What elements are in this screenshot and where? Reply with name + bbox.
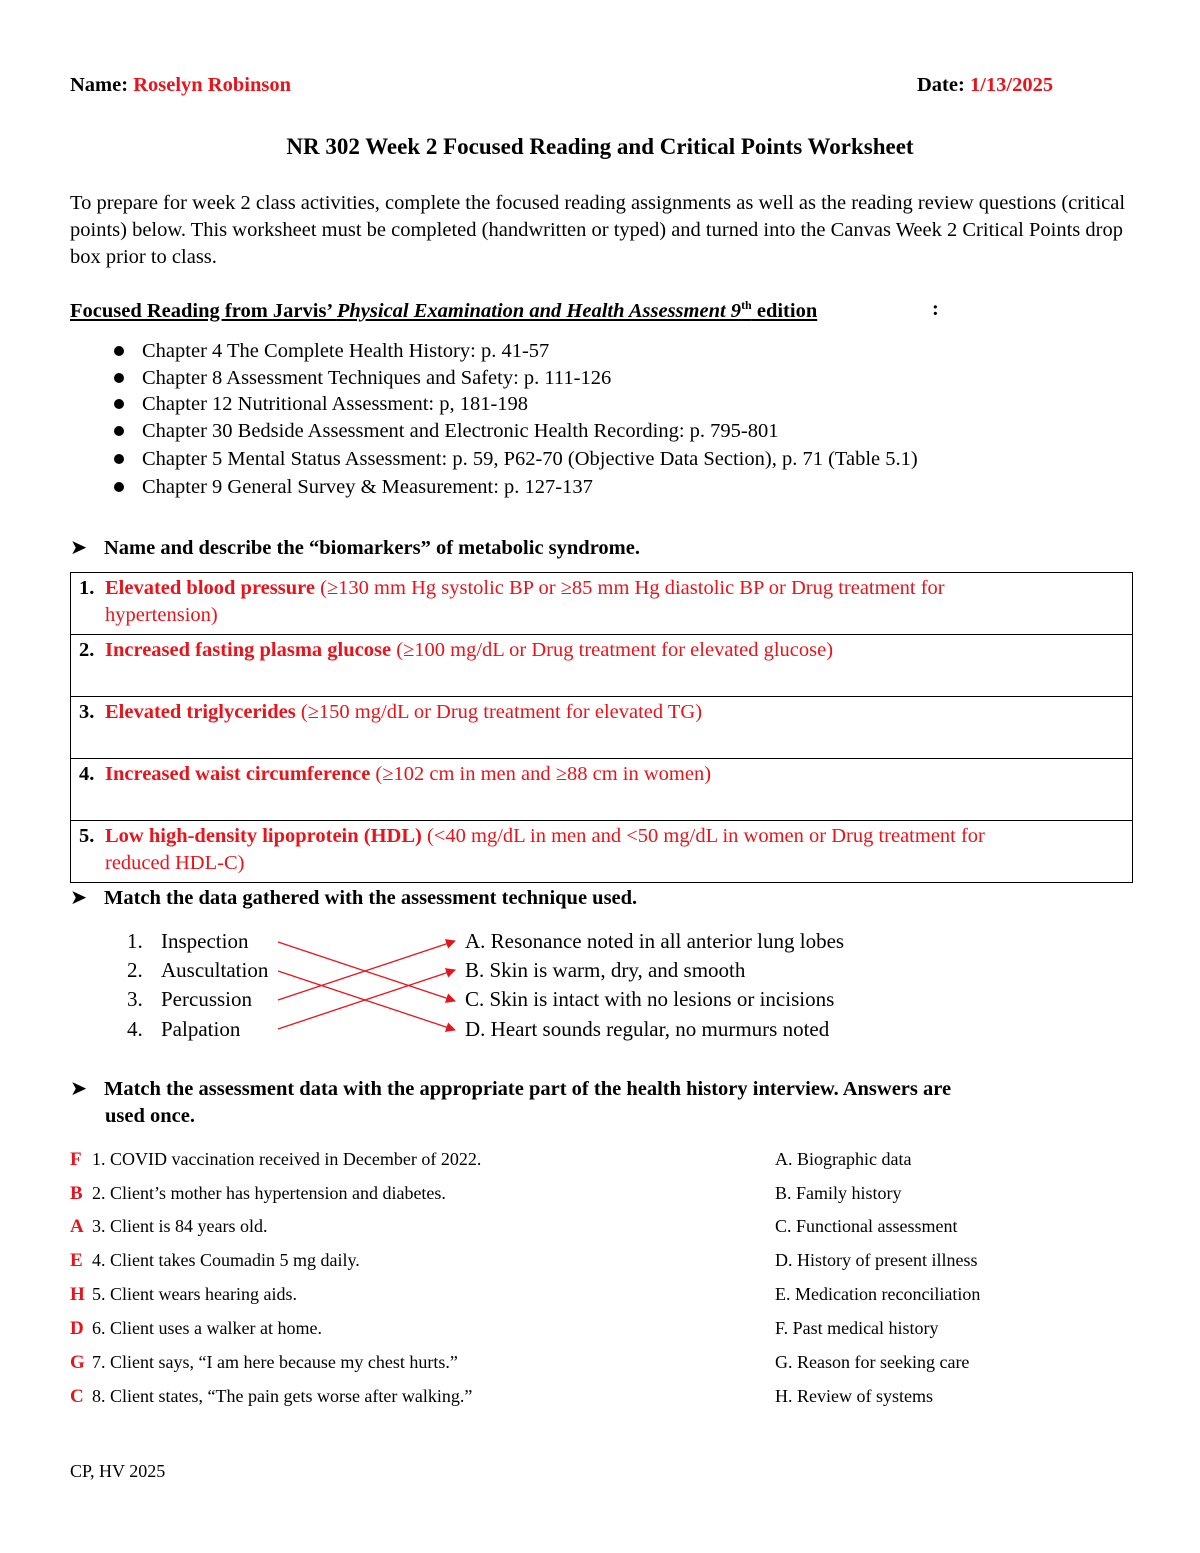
question-health-history	[70, 1076, 951, 1101]
arrow-icon: ➤	[70, 1078, 88, 1100]
technique-number: 3.	[127, 987, 143, 1011]
reading-item-text: Chapter 30 Bedside Assessment and Electronic Health Recording: p. 795-801	[142, 419, 779, 442]
question-text: Match the data gathered with the assessment technique used.	[104, 887, 638, 909]
biomarker-term: Elevated blood pressure	[105, 577, 315, 599]
history-item	[70, 1216, 267, 1238]
history-item	[70, 1183, 446, 1205]
reading-item-text: Chapter 5 Mental Status Assessment: p. 59, P62-70 (Objective Data Section), p. 71 (Table 5.1)	[142, 448, 918, 471]
row-number: 1.	[79, 577, 95, 599]
biomarker-term: Increased waist circumference	[105, 763, 371, 785]
row-number: 3.	[79, 701, 95, 723]
book-title: Physical Examination and Health Assessment 9	[336, 299, 742, 322]
reading-item-text: Chapter 4 The Complete Health History: p. 41-57	[142, 340, 550, 362]
arrow-percussion-to-a	[278, 941, 455, 1000]
biomarker-term: Elevated triglycerides	[105, 701, 296, 723]
question-text: Name and describe the “biomarkers” of metabolic syndrome.	[104, 537, 640, 559]
history-option: D. History of present illness	[775, 1250, 978, 1270]
arrow-icon: ➤	[70, 887, 88, 909]
reading-item-text: Chapter 12 Nutritional Assessment: p, 181-198	[142, 393, 529, 416]
history-item	[70, 1352, 458, 1374]
arrow-icon: ➤	[70, 537, 88, 559]
history-item-text: 4. Client takes Coumadin 5 mg daily.	[92, 1250, 360, 1270]
technique-label: Auscultation	[161, 958, 269, 982]
technique-number: 1.	[127, 929, 143, 953]
answer-letter: G	[70, 1352, 85, 1373]
history-option: H. Review of systems	[775, 1386, 933, 1406]
finding-d: D. Heart sounds regular, no murmurs noted	[465, 1017, 830, 1041]
answer-letter: B	[70, 1183, 83, 1204]
history-item-text: 6. Client uses a walker at home.	[92, 1318, 322, 1338]
finding-a: A. Resonance noted in all anterior lung lobes	[465, 929, 845, 953]
biomarker-term: Increased fasting plasma glucose	[105, 639, 392, 661]
question-text-cont: used once.	[105, 1105, 195, 1127]
history-item	[70, 1318, 322, 1340]
answer-letter: F	[70, 1149, 82, 1170]
answer-letter: A	[70, 1216, 84, 1237]
history-option: A. Biographic data	[775, 1149, 912, 1169]
finding-b: B. Skin is warm, dry, and smooth	[465, 958, 746, 982]
name-value: Roselyn Robinson	[133, 74, 291, 96]
reading-item-text: Chapter 8 Assessment Techniques and Safety: p. 111-126	[142, 366, 612, 389]
history-option: G. Reason for seeking care	[775, 1352, 970, 1372]
page-title: NR 302 Week 2 Focused Reading and Critical Points Worksheet	[286, 134, 914, 159]
arrow-inspection-to-c	[278, 942, 455, 1001]
history-option: F. Past medical history	[775, 1318, 939, 1338]
arrow-palpation-to-b	[278, 970, 455, 1029]
question-text: Match the assessment data with the appropriate part of the health history interview. Answers are	[104, 1078, 952, 1100]
answer-letter: E	[70, 1250, 83, 1271]
technique-label: Palpation	[161, 1017, 241, 1041]
technique-number: 2.	[127, 958, 143, 982]
date-value: 1/13/2025	[969, 74, 1054, 96]
technique-label: Inspection	[161, 929, 249, 953]
answer-letter: D	[70, 1318, 84, 1339]
history-item-text: 5. Client wears hearing aids.	[92, 1284, 297, 1304]
technique-number: 4.	[127, 1017, 143, 1041]
history-item-text: 1. COVID vaccination received in December of 2022.	[92, 1149, 482, 1169]
reading-item-text: Chapter 9 General Survey & Measurement: p. 127-137	[142, 476, 593, 499]
finding-c: C. Skin is intact with no lesions or incisions	[465, 987, 835, 1011]
history-option: B. Family history	[775, 1183, 902, 1203]
focused-reading-prefix: Focused Reading from Jarvis’	[70, 299, 337, 322]
history-item	[70, 1386, 472, 1408]
biomarker-term: Low high-density lipoprotein (HDL)	[105, 825, 422, 847]
biomarker-detail: (≥150 mg/dL or Drug treatment for elevated TG)	[295, 701, 703, 723]
date-label: Date:	[917, 74, 965, 96]
footer-text: CP, HV 2025	[70, 1461, 166, 1481]
history-item-text: 7. Client says, “I am here because my chest hurts.”	[92, 1352, 458, 1372]
history-item-text: 3. Client is 84 years old.	[92, 1216, 268, 1236]
history-option: C. Functional assessment	[775, 1216, 958, 1236]
arrow-auscultation-to-d	[278, 971, 455, 1030]
history-item	[70, 1149, 481, 1171]
focused-reading-colon: :	[932, 298, 939, 320]
biomarker-detail-cont: reduced HDL-C)	[105, 852, 245, 874]
history-item	[70, 1284, 297, 1306]
row-number: 5.	[79, 825, 95, 847]
history-item-text: 2. Client’s mother has hypertension and diabetes.	[92, 1183, 446, 1203]
name-label: Name:	[70, 74, 129, 96]
answer-letter: C	[70, 1386, 84, 1407]
answer-letter: H	[70, 1284, 85, 1305]
history-item	[70, 1250, 360, 1272]
intro-paragraph: To prepare for week 2 class activities, complete the focused reading assignments as well as the reading review questions (critical points) below. This worksheet must be completed (handwritten or typed) and turned into the Canvas Week 2 Critical Points drop box prior to class.	[70, 192, 1126, 268]
biomarker-detail-cont: hypertension)	[105, 604, 218, 626]
biomarker-detail: (≥102 cm in men and ≥88 cm in women)	[370, 763, 712, 785]
row-number: 2.	[79, 639, 95, 661]
history-option: E. Medication reconciliation	[775, 1284, 981, 1304]
biomarker-detail: (≥100 mg/dL or Drug treatment for elevated glucose)	[391, 639, 834, 661]
technique-label: Percussion	[161, 987, 252, 1011]
row-number: 4.	[79, 763, 95, 785]
biomarker-detail: (≥130 mm Hg systolic BP or ≥85 mm Hg diastolic BP or Drug treatment for	[314, 577, 945, 599]
book-title-sup: th	[741, 298, 752, 312]
focused-reading-suffix: edition	[751, 299, 818, 322]
history-item-text: 8. Client states, “The pain gets worse after walking.”	[92, 1386, 473, 1406]
biomarker-detail: (<40 mg/dL in men and <50 mg/dL in women or Drug treatment for	[421, 825, 985, 847]
